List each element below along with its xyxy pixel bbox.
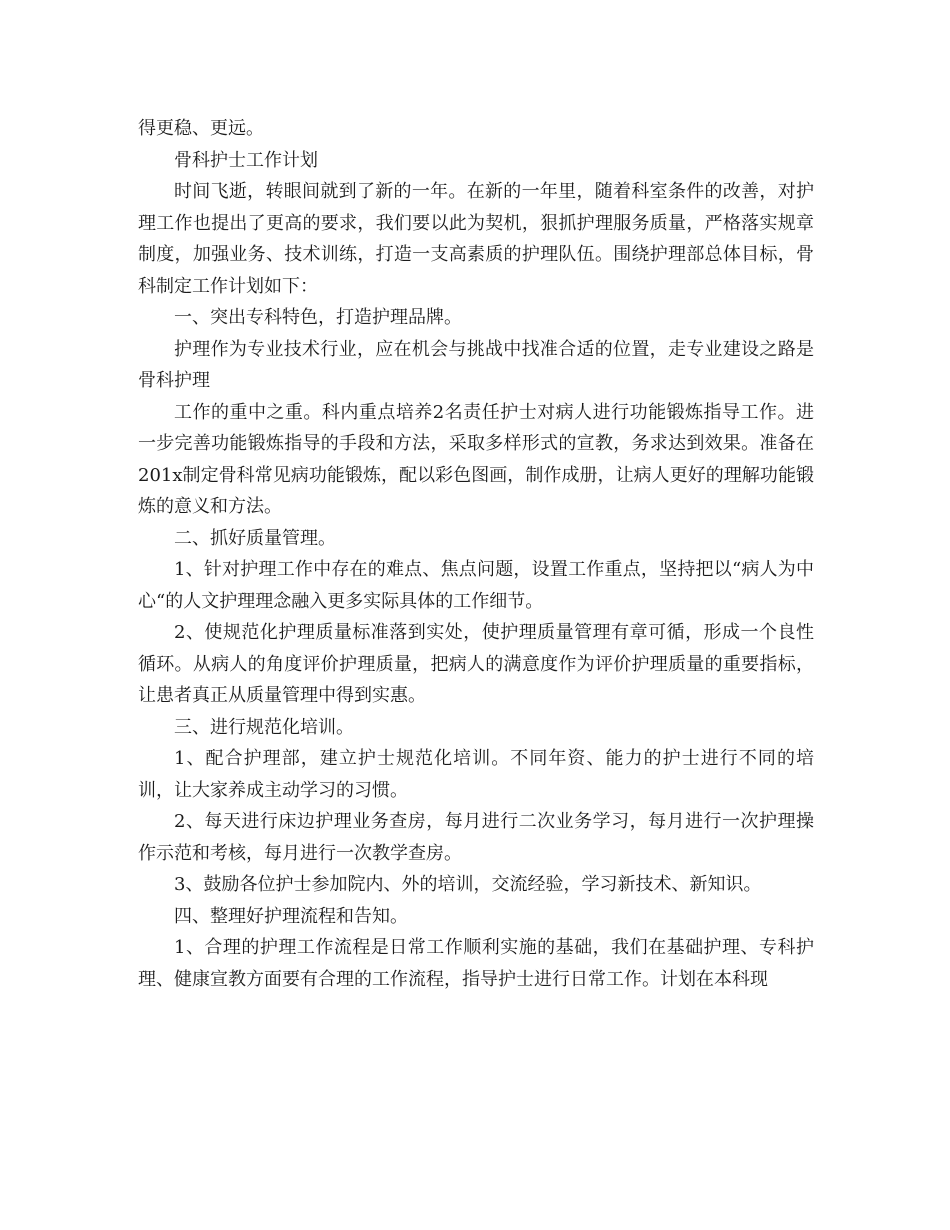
paragraph: 二、抓好质量管理。 (174, 527, 336, 549)
paragraph: 四、整理好护理流程和告知。 (174, 905, 408, 927)
paragraph: 1、配合护理部，建立护士规范化培训。不同年资、能力的护士进行不同的培训，让大家养成主动学习的习惯。 (138, 748, 814, 801)
paragraph: 得更稳、更远。 (138, 118, 264, 139)
paragraph: 3、鼓励各位护士参加院内、外的培训，交流经验，学习新技术、新知识。 (174, 874, 762, 895)
paragraph: 1、针对护理工作中存在的难点、焦点问题，设置工作重点，坚持把以“病人为中心“的人文护理理念融入更多实际具体的工作细节。 (138, 559, 814, 612)
document-body (138, 113, 814, 995)
paragraph: 2、每天进行床边护理业务查房，每月进行二次业务学习，每月进行一次护理操作示范和考核，每月进行一次教学查房。 (138, 811, 814, 864)
paragraph: 1、合理的护理工作流程是日常工作顺利实施的基础，我们在基础护理、专科护理、健康宣教方面要有合理的工作流程，指导护士进行日常工作。计划在本科现 (138, 937, 814, 990)
paragraph: 护理作为专业技术行业，应在机会与挑战中找准合适的位置，走专业建设之路是骨科护理 (138, 338, 814, 391)
paragraph: 一、突出专科特色，打造护理品牌。 (174, 307, 462, 328)
paragraph: 工作的重中之重。科内重点培养2名责任护士对病人进行功能锻炼指导工作。进一步完善功能锻炼指导的手段和方法，采取多样形式的宣教，务求达到效果。准备在201x制定骨科常见病功能锻炼，配以彩色图画，制作成册，让病人更好的理解功能锻炼的意义和方法。 (138, 401, 814, 517)
paragraph: 2、使规范化护理质量标准落到实处，使护理质量管理有章可循，形成一个良性循环。从病人的角度评价护理质量，把病人的满意度作为评价护理质量的重要指标，让患者真正从质量管理中得到实惠。 (138, 622, 814, 706)
paragraph: 骨科护士工作计划 (174, 149, 318, 171)
paragraph: 三、进行规范化培训。 (174, 716, 354, 738)
paragraph: 时间飞逝，转眼间就到了新的一年。在新的一年里，随着科室条件的改善，对护理工作也提出了更高的要求，我们要以此为契机，狠抓护理服务质量，严格落实规章制度，加强业务、技术训练，打造一支高素质的护理队伍。围绕护理部总体目标，骨科制定工作计划如下： (138, 181, 814, 297)
